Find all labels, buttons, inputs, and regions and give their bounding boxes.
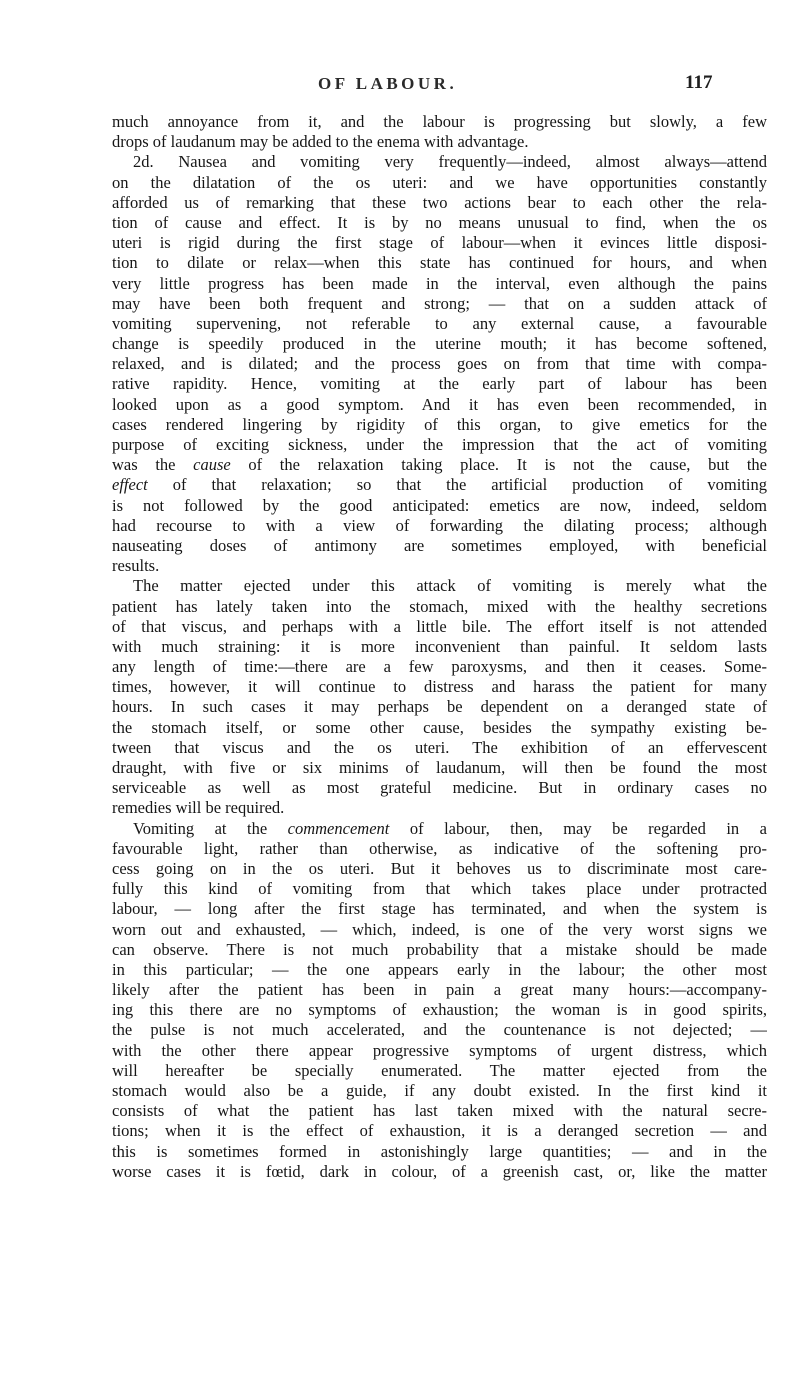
text-line: of that viscus, and perhaps with a little bile. The effort itself is not attended <box>112 616 767 636</box>
text-segment: Vomiting at the <box>133 818 288 838</box>
text-line: change is speedily produced in the uterine mouth; it has become softened, <box>112 334 767 354</box>
running-head <box>0 74 800 100</box>
text-line: looked upon as a good symptom. And it has even been recommended, in <box>112 394 767 414</box>
text-line: the pulse is not much accelerated, and the countenance is not dejected; — <box>112 1020 767 1040</box>
body-text <box>112 112 767 1182</box>
text-line: likely after the patient has been in pain a great many hours:—accompany- <box>112 980 767 1000</box>
text-line: is not followed by the good anticipated: emetics are now, indeed, seldom <box>112 495 767 515</box>
text-line <box>112 475 767 495</box>
text-line: tween that viscus and the os uteri. The exhibition of an effervescent <box>112 737 767 757</box>
text-line <box>112 455 767 475</box>
text-line: The matter ejected under this attack of vomiting is merely what the <box>133 576 767 596</box>
text-line: relaxed, and is dilated; and the process goes on from that time with compa- <box>112 354 767 374</box>
text-line: cases rendered lingering by rigidity of this organ, to give emetics for the <box>112 414 767 434</box>
text-segment: of the relaxation taking place. It is not the cause, but the <box>230 455 767 475</box>
running-title: OF LABOUR. <box>318 74 458 93</box>
italic-emphasis: commencement <box>287 818 390 838</box>
text-line: tion of cause and effect. It is by no means unusual to find, when the os <box>112 212 767 232</box>
text-line: cess going on in the os uteri. But it behoves us to discriminate most care- <box>112 858 767 878</box>
text-segment: was the <box>112 455 194 475</box>
text-line: vomiting supervening, not referable to any external cause, a favourable <box>112 313 767 333</box>
text-line: tion to dilate or relax—when this state has continued for hours, and when <box>112 253 767 273</box>
text-line: the stomach itself, or some other cause, besides the sympathy existing be- <box>112 717 767 737</box>
text-line: with the other there appear progressive symptoms of urgent distress, which <box>112 1040 767 1060</box>
text-line: stomach would also be a guide, if any doubt existed. In the first kind it <box>112 1081 767 1100</box>
text-line <box>112 819 767 839</box>
text-line: rative rapidity. Hence, vomiting at the early part of labour has been <box>112 374 767 394</box>
text-line: purpose of exciting sickness, under the impression that the act of vomiting <box>112 435 767 454</box>
text-line: patient has lately taken into the stomach, mixed with the healthy secretions <box>112 596 767 616</box>
text-line: uteri is rigid during the first stage of labour—when it evinces little disposi- <box>112 233 767 253</box>
italic-emphasis: effect <box>112 475 148 495</box>
text-segment: of labour, then, may be regarded in a <box>389 818 767 838</box>
text-line: any length of time:—there are a few paroxysms, and then it ceases. Some- <box>112 657 767 677</box>
text-line: much annoyance from it, and the labour is progressing but slowly, a few <box>112 112 767 131</box>
text-line: very little progress has been made in the interval, even although the pains <box>112 273 767 293</box>
text-line: favourable light, rather than otherwise, as indicative of the softening pro- <box>112 838 767 858</box>
text-line: may have been both frequent and strong; — that on a sudden attack of <box>112 293 767 313</box>
text-line: worn out and exhausted, — which, indeed, is one of the very worst signs we <box>112 919 767 939</box>
text-line: in this particular; — the one appears early in the labour; the other most <box>112 959 767 979</box>
text-line: draught, with five or six minims of laudanum, will then be found the most <box>112 758 767 777</box>
text-line: afforded us of remarking that these two actions bear to each other the rela- <box>112 192 767 212</box>
text-line: drops of laudanum may be added to the enema with advantage. <box>112 132 529 152</box>
text-line: times, however, it will continue to distress and harass the patient for many <box>112 677 767 697</box>
text-line: results. <box>112 556 160 576</box>
text-line: fully this kind of vomiting from that which takes place under protracted <box>112 879 767 899</box>
text-line: consists of what the patient has last taken mixed with the natural secre- <box>112 1101 767 1121</box>
text-line: serviceable as well as most grateful medicine. But in ordinary cases no <box>112 778 767 798</box>
text-line: can observe. There is not much probability that a mistake should be made <box>112 939 767 959</box>
text-line: had recourse to with a view of forwarding the dilating process; although <box>112 515 767 535</box>
text-line: 2d. Nausea and vomiting very frequently—indeed, almost always—attend <box>133 152 767 172</box>
text-line: tions; when it is the effect of exhaustion, it is a deranged secretion — and <box>112 1121 767 1141</box>
text-line: with much straining: it is more inconvenient than painful. It seldom lasts <box>112 636 767 656</box>
text-line: nauseating doses of antimony are sometimes employed, with beneficial <box>112 535 767 555</box>
text-line: remedies will be required. <box>112 798 285 818</box>
text-line: hours. In such cases it may perhaps be dependent on a deranged state of <box>112 697 767 717</box>
text-segment: of that relaxation; so that the artificial production of vomiting <box>147 475 767 495</box>
italic-emphasis: cause <box>193 455 231 475</box>
text-line: will hereafter be specially enumerated. The matter ejected from the <box>112 1060 767 1080</box>
page-number: 117 <box>685 72 713 93</box>
text-line: this is sometimes formed in astonishingly large quantities; — and in the <box>112 1141 767 1161</box>
text-line: worse cases it is fœtid, dark in colour, of a greenish cast, or, like the matter <box>112 1161 767 1181</box>
text-line: on the dilatation of the os uteri: and we have opportunities constantly <box>112 172 767 192</box>
text-line: ing this there are no symptoms of exhaustion; the woman is in good spirits, <box>112 1000 767 1020</box>
text-line: labour, — long after the first stage has terminated, and when the system is <box>112 899 767 919</box>
